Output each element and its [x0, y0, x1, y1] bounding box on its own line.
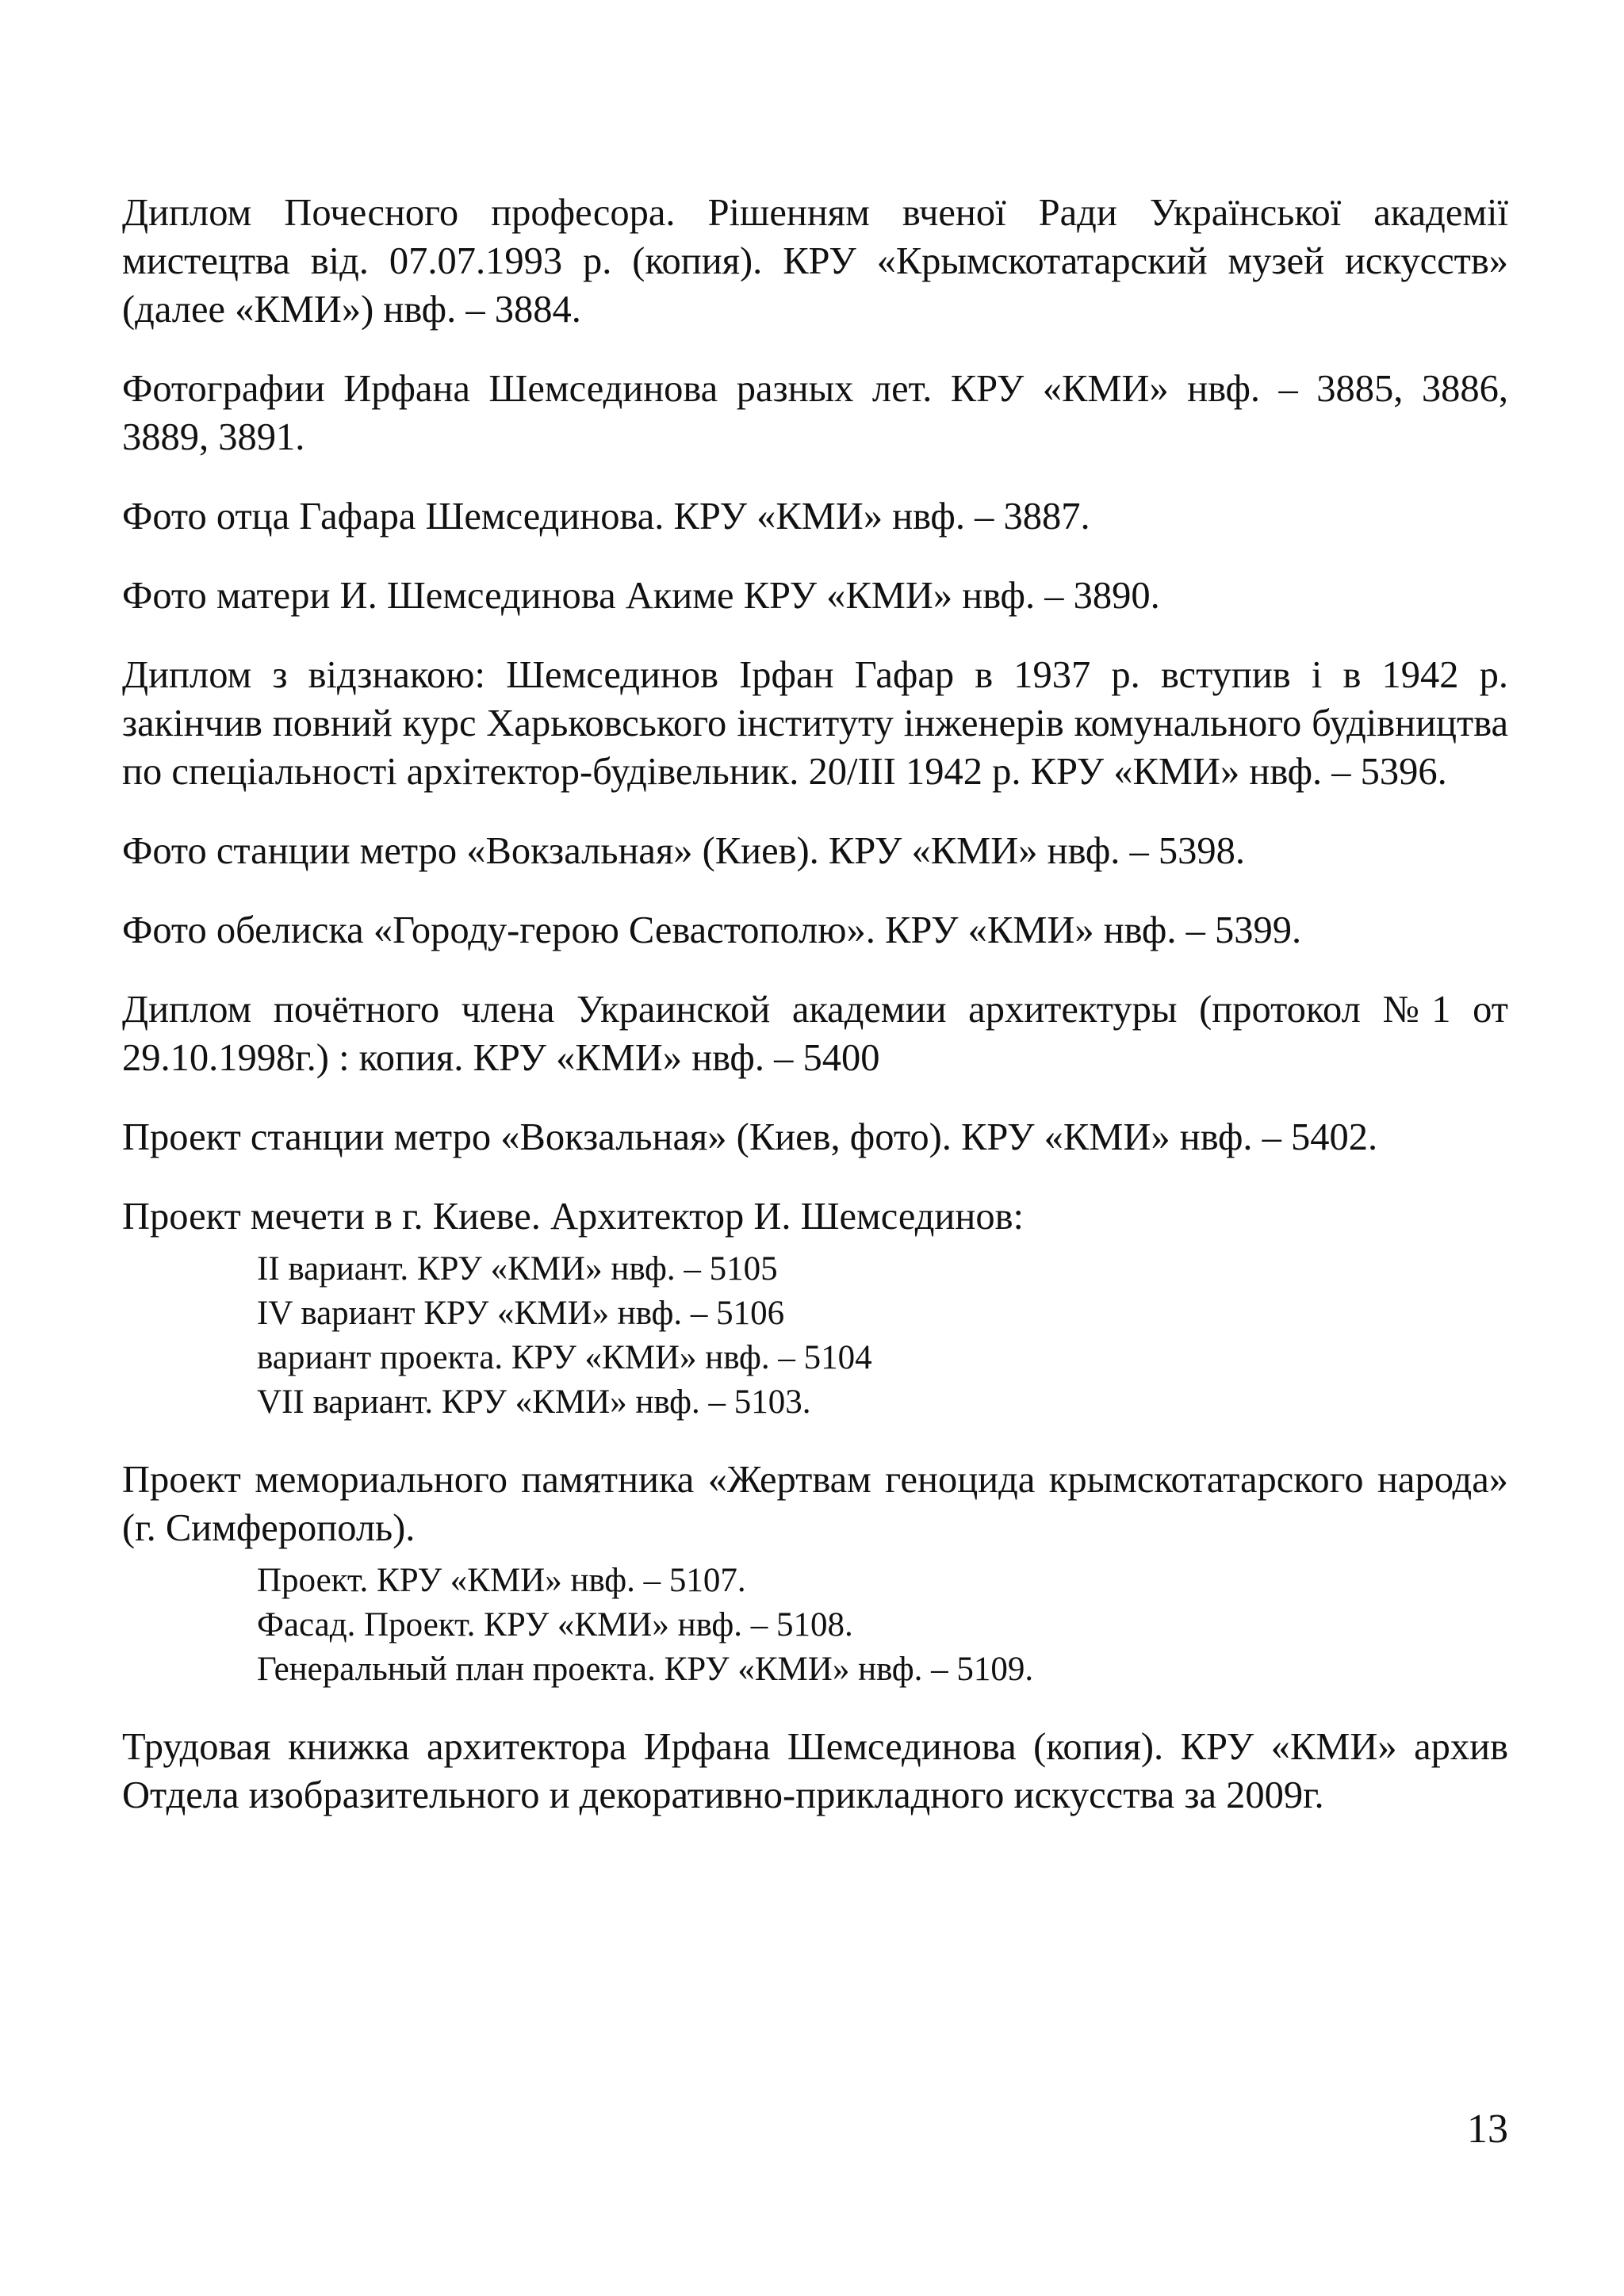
list-item: VII вариант. КРУ «КМИ» нвф. – 5103. [257, 1383, 811, 1421]
entry-honorary-professor-diploma: Диплом Почесного професора. Рішенням вченої Ради Української академії мистецтва від. 07.07.1993 р. (копия). КРУ «Крымскотатарский музей искусств» (далее «КМИ») нвф. – 3884. [122, 192, 1508, 331]
entry-academy-member-diploma: Диплом почётного члена Украинской академии архитектуры (протокол №1 от 29.10.1998г.) : копия. КРУ «КМИ» нвф. – 5400 [122, 989, 1508, 1079]
list-item: вариант проекта. КРУ «КМИ» нвф. – 5104 [257, 1339, 872, 1376]
memorial-project-list [257, 1559, 1508, 1692]
document-page [122, 189, 1508, 1820]
entry-obelisk-photo: Фото обелиска «Городу-герою Севастополю». КРУ «КМИ» нвф. – 5399. [122, 909, 1302, 951]
list-item: IV вариант КРУ «КМИ» нвф. – 5106 [257, 1295, 785, 1332]
entry-photographs: Фотографии Ирфана Шемсединова разных лет. КРУ «КМИ» нвф. – 3885, 3886, 3889, 3891. [122, 368, 1508, 458]
entry-mother-photo: Фото матери И. Шемсединова Акиме КРУ «КМИ» нвф. – 3890. [122, 575, 1160, 617]
entry-distinction-diploma: Диплом з відзнакою: Шемсединов Ірфан Гафар в 1937 р. вступив і в 1942 р. закінчив повний курс Харьковського інституту інженерів комунального будівництва по спеціальності архітектор-будівельник. 20/III 1942 р. КРУ «КМИ» нвф. – 5396. [122, 654, 1508, 793]
memorial-project-heading: Проект мемориального памятника «Жертвам геноцида крымскотатарского народа» (г. Симферополь). [122, 1459, 1508, 1549]
entry-work-record-book: Трудовая книжка архитектора Ирфана Шемсединова (копия). КРУ «КМИ» архив Отдела изобразительного и декоративно-прикладного искусства за 2009г. [122, 1726, 1508, 1816]
memorial-project-section [122, 1456, 1508, 1692]
list-item: Генеральный план проекта. КРУ «КМИ» нвф. – 5109. [257, 1651, 1034, 1688]
list-item: II вариант. КРУ «КМИ» нвф. – 5105 [257, 1250, 778, 1288]
mosque-project-section [122, 1192, 1508, 1425]
page-number: 13 [1467, 2107, 1508, 2152]
list-item: Фасад. Проект. КРУ «КМИ» нвф. – 5108. [257, 1606, 853, 1644]
entry-father-photo: Фото отца Гафара Шемсединова. КРУ «КМИ» нвф. – 3887. [122, 496, 1090, 538]
entry-vokzalnaya-project: Проект станции метро «Вокзальная» (Киев, фото). КРУ «КМИ» нвф. – 5402. [122, 1116, 1378, 1158]
mosque-project-list [257, 1247, 1508, 1425]
mosque-project-heading: Проект мечети в г. Киеве. Архитектор И. Шемсединов: [122, 1196, 1024, 1238]
list-item: Проект. КРУ «КМИ» нвф. – 5107. [257, 1562, 746, 1599]
entry-vokzalnaya-photo: Фото станции метро «Вокзальная» (Киев). КРУ «КМИ» нвф. – 5398. [122, 830, 1246, 872]
